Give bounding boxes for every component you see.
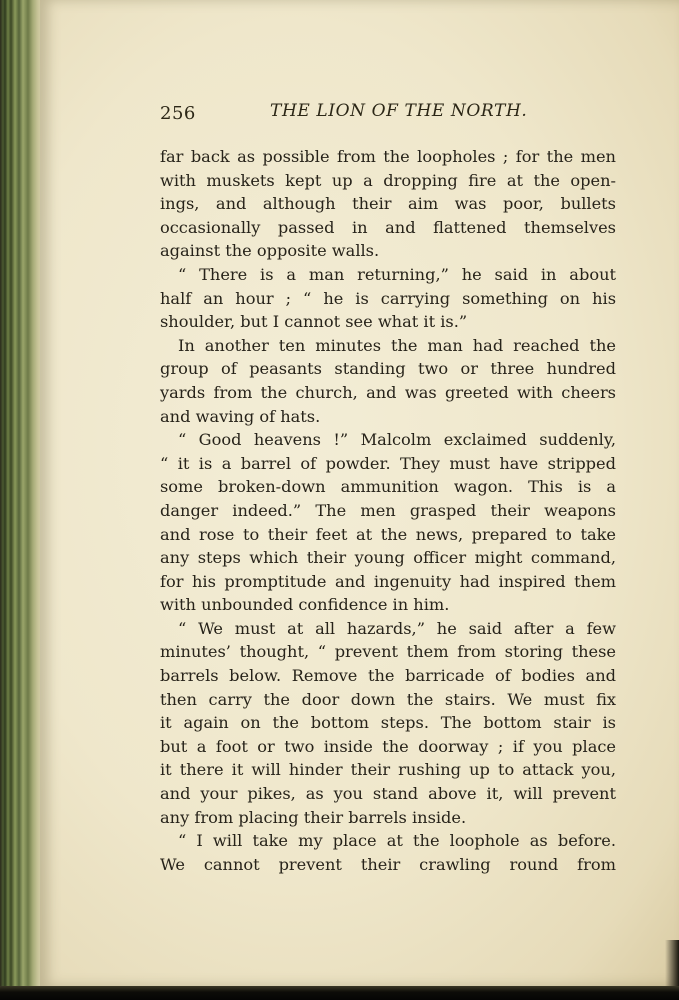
text-line: ings, and although their aim was poor, bullets	[160, 194, 616, 214]
text-line: it again on the bottom steps. The bottom stair is	[160, 713, 616, 733]
text-line: group of peasants standing two or three hundred	[160, 359, 616, 379]
text-line: with muskets kept up a dropping fire at the open-	[160, 170, 616, 190]
page-bottom-edge	[0, 986, 679, 1000]
text-line: some broken-down ammunition wagon. This is a	[160, 477, 616, 497]
text-line: “ Good heavens !” Malcolm exclaimed suddenly,	[178, 430, 616, 450]
text-line: yards from the church, and was greeted with cheers	[160, 382, 616, 402]
body-text	[160, 145, 616, 876]
text-line: but a foot or two inside the doorway ; if you place	[160, 736, 616, 756]
text-line: and your pikes, as you stand above it, will prevent	[160, 784, 616, 804]
text-line: danger indeed.” The men grasped their weapons	[160, 500, 616, 520]
text-line: and waving of hats.	[160, 406, 321, 426]
text-line: “ We must at all hazards,” he said after a few	[178, 618, 616, 638]
text-line: half an hour ; “ he is carrying something on his	[160, 288, 616, 308]
page-header	[160, 101, 618, 125]
page-corner-shadow	[665, 940, 679, 990]
text-line: against the opposite walls.	[160, 241, 380, 261]
text-line: shoulder, but I cannot see what it is.”	[160, 312, 468, 332]
text-line: “ it is a barrel of powder. They must have stripped	[160, 453, 616, 473]
text-line: any from placing their barrels inside.	[160, 807, 467, 827]
text-line: In another ten minutes the man had reached the	[178, 335, 616, 355]
text-line: “ I will take my place at the loophole as before.	[178, 831, 616, 851]
text-line: “ There is a man returning,” he said in about	[178, 264, 616, 284]
text-line: minutes’ thought, “ prevent them from storing these	[160, 642, 616, 662]
text-line: barrels below. Remove the barricade of bodies and	[160, 666, 616, 686]
page-number: 256	[160, 103, 196, 124]
text-line: then carry the door down the stairs. We must fix	[160, 689, 616, 709]
text-line: occasionally passed in and flattened themselves	[160, 217, 616, 237]
text-line: far back as possible from the loopholes ; for the men	[160, 147, 616, 166]
text-line: for his promptitude and ingenuity had inspired them	[160, 571, 616, 591]
text-line: it there it will hinder their rushing up to attack you,	[160, 760, 616, 780]
running-title: THE LION OF THE NORTH.	[270, 101, 528, 121]
text-line: We cannot prevent their crawling round from	[160, 854, 616, 874]
text-line: and rose to their feet at the news, prepared to take	[160, 524, 616, 544]
text-line: with unbounded confidence in him.	[160, 595, 450, 615]
text-line: any steps which their young officer might command,	[160, 548, 616, 568]
book-binding	[0, 0, 44, 990]
